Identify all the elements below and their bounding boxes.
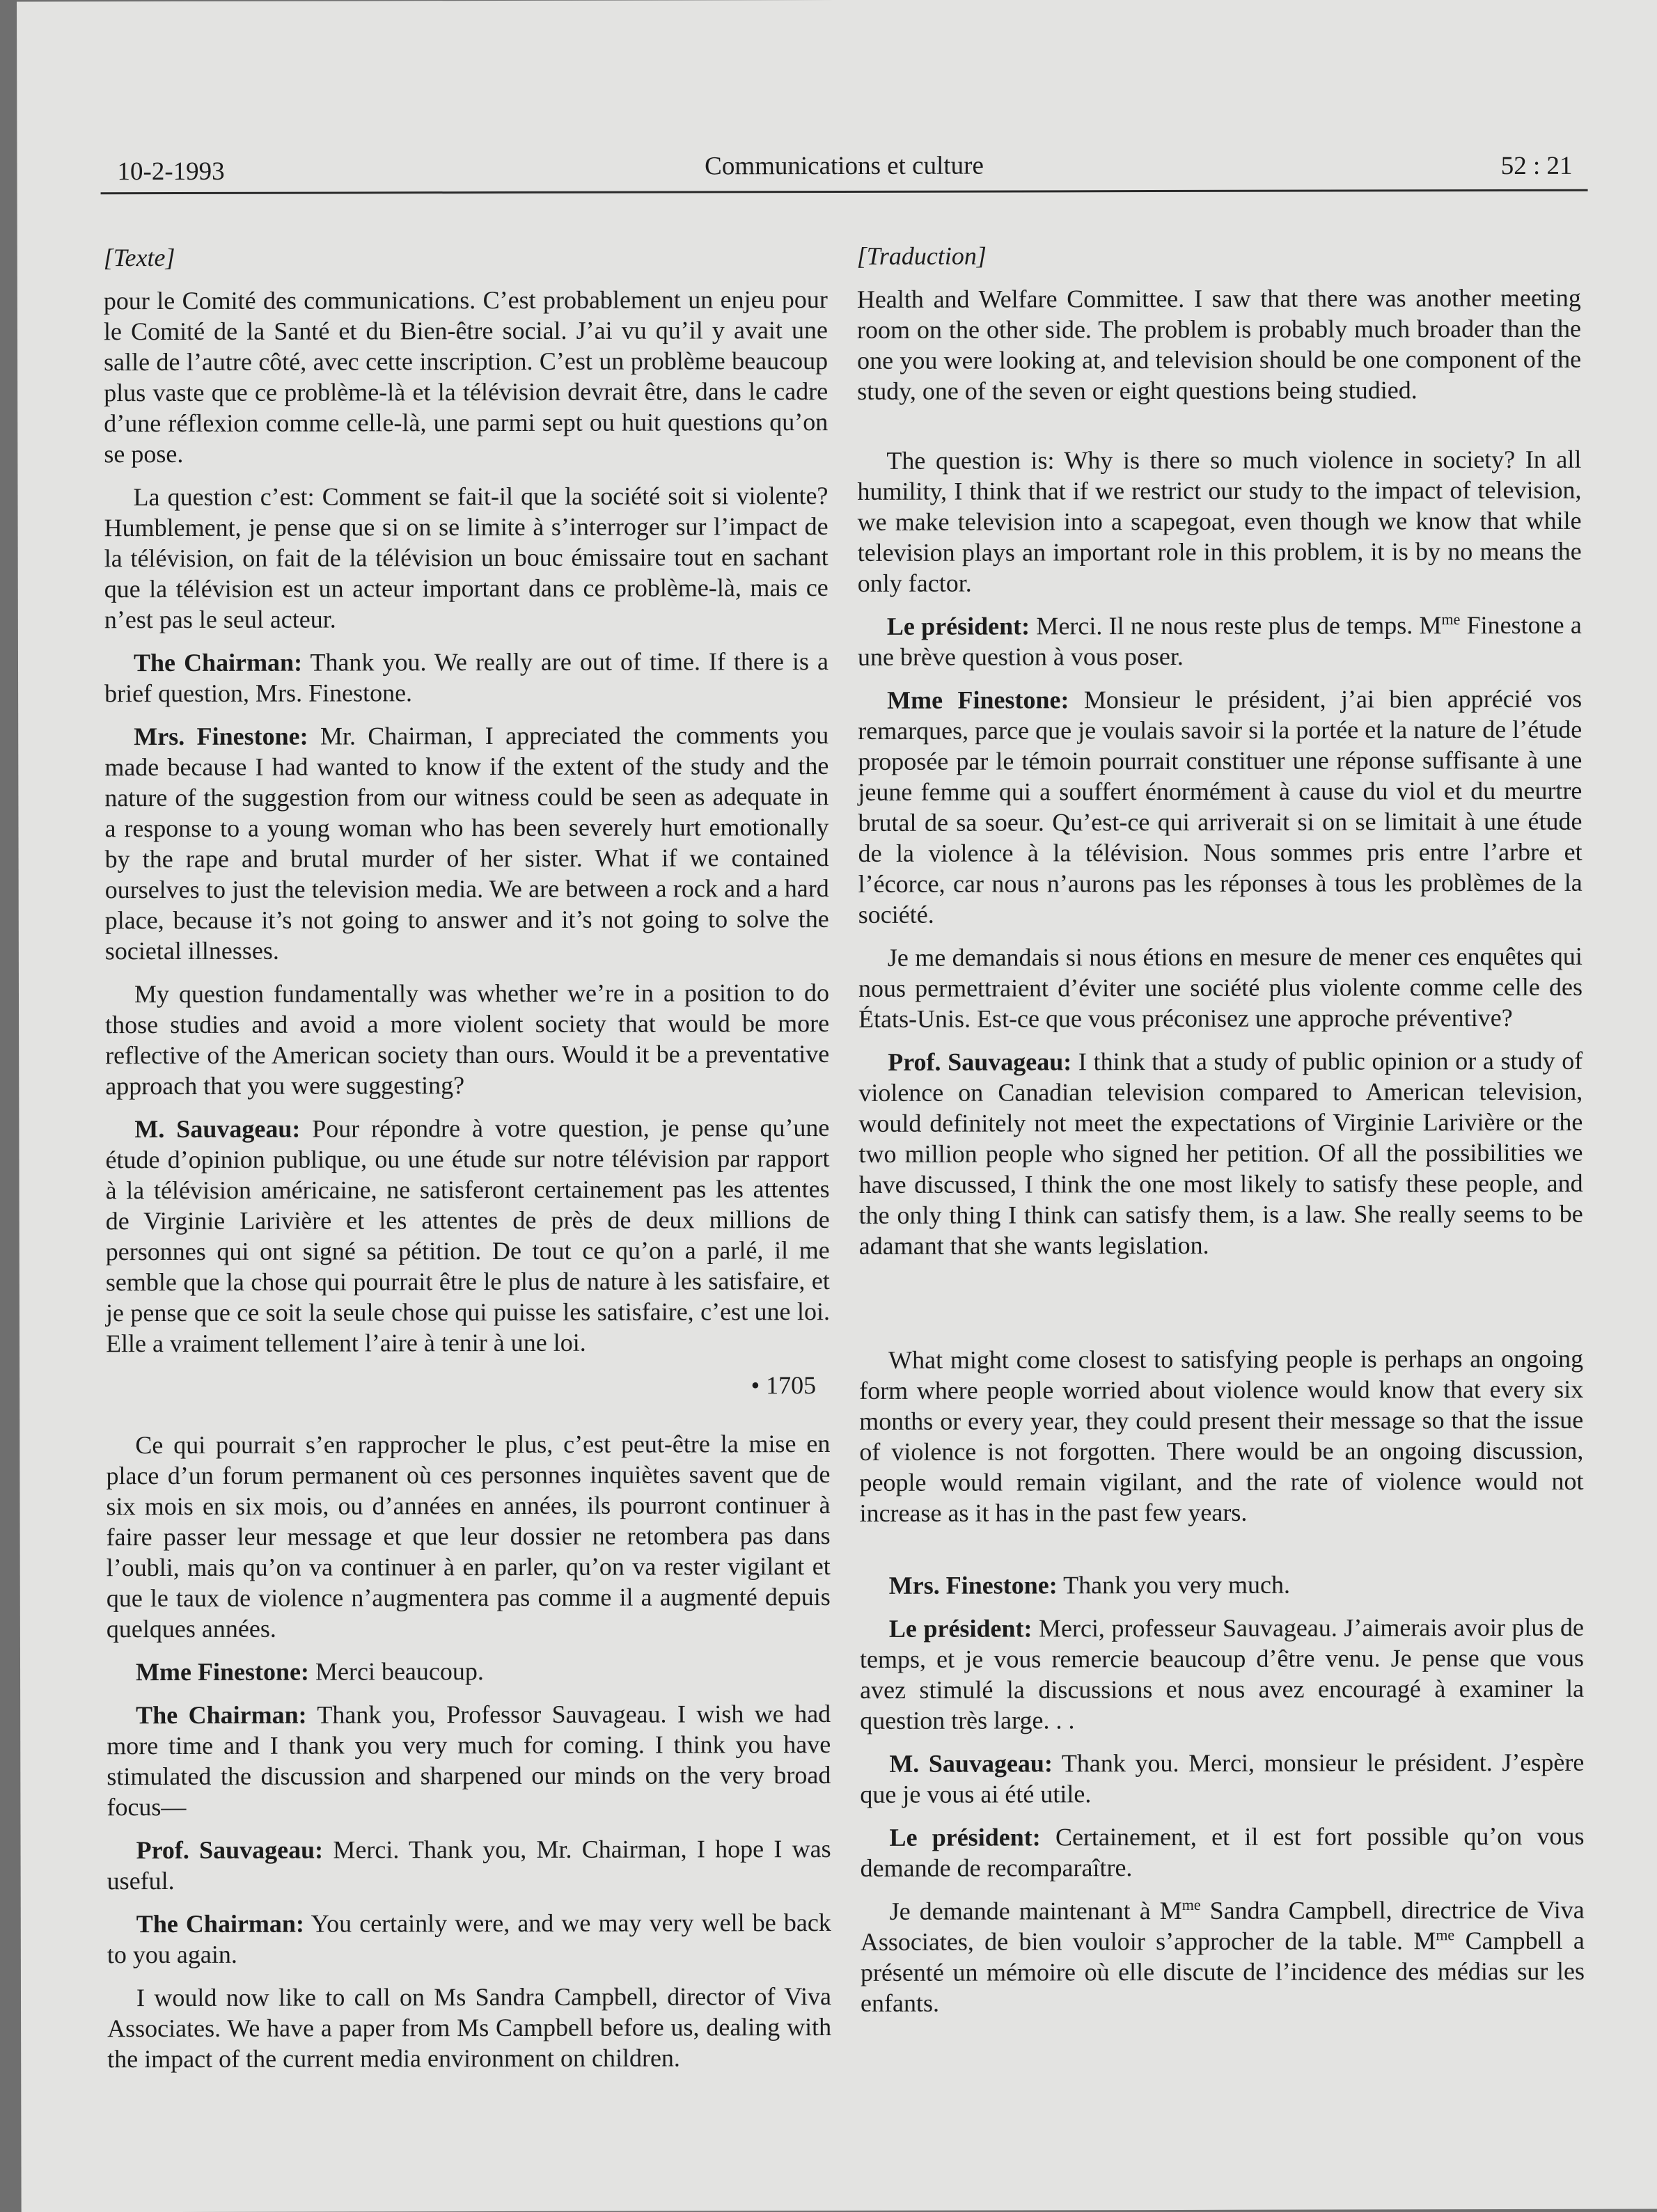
speech-text: Thank you. We really are out of time. If there is a brief question, Mrs. Finestone. <box>104 647 829 708</box>
speaker-name: M. Sauvageau: <box>134 1114 301 1144</box>
speech-text: Monsieur le président, j’ai bien apprécié vos remarques, parce que je voulais savoir si la portée et la nature de l’étude proposée par le témoin pourrait constituer une réponse suffisante à une jeune femme qui a souffert énormément à cause du viol et du meurtre brutal de sa soeur. Qu’est-ce qui arriverait si on se limitait à une étude de la violence à la télévision. Nous sommes pris entre l’arbre et l’écorce, car nous n’aurons pas les réponses à tous les problèmes de la société. <box>858 684 1583 929</box>
paragraph <box>107 1907 831 1970</box>
paragraph <box>858 610 1582 672</box>
superscript: me <box>1436 1926 1455 1944</box>
left-column-original-text <box>104 241 832 2087</box>
speaker-name: Mrs. Finestone: <box>888 1571 1058 1599</box>
header-title: Communications et culture <box>705 151 984 181</box>
speech-text: Finestone a une brève question à vous poser. <box>857 610 1582 671</box>
speech-text: Pour répondre à votre question, je pense qu’une étude d’opinion publique, ou une étude sur notre télévision par rapport à la télévision américaine, ne satisferont certainement pas les attentes de Virginie Larivière et les attentes de près de deux millions de personnes qui ont signé sa pétition. De tout ce qu’on a parlé, il me semble que la chose qui pourrait être le plus de nature à les satisfaire, et je pense que ce soit la seule chose qui puisse les satisfaire, c’est une loi. Elle a vraiment tellement l’aire à tenir à une loi. <box>105 1114 830 1358</box>
speaker-name: Prof. Sauvageau: <box>888 1048 1072 1076</box>
speech-text: Mr. Chairman, I appreciated the comments you made because I had wanted to know if the extent of the study and the nature of the suggestion from our witness could be seen as adequate in a response to a young woman who has been severely hurt emotionally by the rape and brutal murder of her sister. What if we contained ourselves to just the television media. We are between a rock and a hard place, because it’s not going to answer and it’s not going to solve the societal illnesses. <box>104 721 829 965</box>
superscript: me <box>1181 1895 1201 1913</box>
paragraph <box>860 1612 1584 1736</box>
paragraph <box>107 1655 831 1687</box>
speech-text: Je demande maintenant à M <box>889 1896 1182 1925</box>
speaker-name: Le président: <box>889 1823 1041 1851</box>
paragraph: Ce qui pourrait s’en rapprocher le plus, c’est peut-être la mise en place d’un forum permanent où ces personnes inquiètes savent que de six mois en six mois, ou d’années en années, ils pourront continuer à faire passer leur message et que leur dossier ne retombera pas dans l’oubli, mais qu’on va continuer à en parler, qu’on va rester vigilant et que le taux de violence n’augmentera pas comme il a augmenté depuis quelques années. <box>106 1430 831 1643</box>
speech-text: Thank you, Professor Sauvageau. I wish we had more time and I thank you very much for coming. I think you have stimulated the discussion and sharpened our minds on the very broad focus— <box>107 1700 831 1822</box>
speaker-name: Le président: <box>888 1614 1032 1643</box>
speaker-name: The Chairman: <box>136 1700 307 1730</box>
speaker-name: Mrs. Finestone: <box>134 722 308 751</box>
running-header <box>100 145 1587 194</box>
section-tag: [Texte] <box>103 243 175 272</box>
paragraph <box>107 1833 831 1896</box>
speaker-name: The Chairman: <box>133 648 303 677</box>
speech-text: I think that a study of public opinion or a study of violence on Canadian television compared to American television, would definitely not meet the expectations of Virginie Larivière or the two million people who signed her petition. Of all the possibilities we have discussed, I think the one most likely to satisfy these people, and the only thing I think can satisfy them, is a law. She really seems to be adamant that she wants legislation. <box>858 1046 1583 1260</box>
paragraph: pour le Comité des communications. C’est probablement un enjeu pour le Comité de la Santé et du Bien-être social. J’ai vu qu’il y avait une salle de l’autre côté, avec cette inscription. C’est un problème beaucoup plus vaste que ce problème-là et la télévision devrait être, dans le cadre d’une réflexion comme celle-là, une parmi sept ou huit questions qu’on se pose. <box>103 285 828 468</box>
speech-text: Sandra Campbell, directrice de Viva Associates, de bien vouloir s’approcher de la table. M <box>860 1895 1585 1956</box>
paragraph: Health and Welfare Committee. I saw that there was another meeting room on the other side. The problem is probably much broader than the one you were looking at, and television should be one component of the study, one of the seven or eight questions being studied. <box>856 283 1582 405</box>
speaker-name: The Chairman: <box>136 1909 304 1938</box>
speech-text: Merci. Thank you, Mr. Chairman, I hope I was useful. <box>107 1835 831 1895</box>
paragraph: My question fundamentally was whether we’re in a position to do those studies and avoid a more violent society that would be more reflective of the American society than ours. Would it be a preventative approach that you were suggesting? <box>105 979 830 1100</box>
paragraph <box>105 1112 830 1359</box>
speaker-name: Le président: <box>886 612 1030 640</box>
speaker-name: Prof. Sauvageau: <box>136 1835 324 1865</box>
paragraph <box>858 1045 1583 1261</box>
speech-text: Merci beaucoup. <box>308 1657 484 1686</box>
speech-text: Merci. Il ne nous reste plus de temps. M <box>1030 611 1442 640</box>
header-page-number: 52 : 21 <box>1500 151 1573 181</box>
header-date: 10-2-1993 <box>117 157 225 187</box>
speech-text: Campbell a présenté un mémoire où elle discute de l’incidence des médias sur les enfants. <box>860 1926 1585 2017</box>
paragraph <box>104 646 828 709</box>
paragraph: Je me demandais si nous étions en mesure de mener ces enquêtes qui nous permettraient d’éviter une société plus violente comme celle des États-Unis. Est-ce que vous préconisez une approche préventive? <box>858 942 1583 1033</box>
paragraph <box>860 1569 1584 1601</box>
paragraph: What might come closest to satisfying people is perhaps an ongoing form where people worried about violence would know that every six months or every year, they could present their message so that the issue of violence is not forgotten. There would be an ongoing discussion, people would remain vigilant, and the rate of violence would not increase as it has in the past few years. <box>859 1344 1584 1527</box>
paragraph: The question is: Why is there so much violence in society? In all humility, I think that if we restrict our study to the impact of television, we make television into a scapegoat, even though we know that while television plays an important role in this problem, it is by no means the only factor. <box>857 445 1582 597</box>
paragraph <box>107 1698 831 1822</box>
speech-text: Certainement, et il est fort possible qu’on vous demande de recomparaître. <box>860 1822 1585 1882</box>
speaker-name: Mme Finestone: <box>135 1657 310 1686</box>
paragraph <box>861 1895 1585 2019</box>
speech-text: Merci, professeur Sauvageau. J’aimerais avoir plus de temps, et je vous remercie beaucoup d’être venu. Je pense que vous avez stimulé la discussions et nous avez encouragé à examiner la question très large. . . <box>859 1613 1585 1735</box>
paragraph: La question c’est: Comment se fait-il que la société soit si violente? Humblement, je pense que si on se limite à s’interroger sur l’impact de la télévision, on fait de la télévision un bouc émissaire tout en sachant que la télévision est un acteur important dans ce problème-là, mais ce n’est pas le seul acteur. <box>104 482 828 634</box>
document-page <box>17 0 1657 2212</box>
speaker-name: Mme Finestone: <box>887 686 1069 714</box>
time-marker: • 1705 <box>751 1371 817 1400</box>
speaker-name: M. Sauvageau: <box>889 1749 1053 1778</box>
section-tag: [Traduction] <box>856 242 987 270</box>
paragraph <box>860 1747 1584 1810</box>
speech-text: Thank you very much. <box>1057 1570 1291 1599</box>
right-column-translation <box>857 239 1585 2031</box>
paragraph <box>858 684 1583 930</box>
speech-text: You certainly were, and we may very well be back to you again. <box>107 1909 831 1969</box>
speech-text: Thank you. Merci, monsieur le président. J’espère que je vous ai été utile. <box>860 1748 1585 1808</box>
paragraph <box>860 1821 1584 1883</box>
superscript: me <box>1441 610 1461 629</box>
paragraph: I would now like to call on Ms Sandra Campbell, director of Viva Associates. We have a paper from Ms Campbell before us, dealing with the impact of the current media environment on children. <box>107 1982 832 2073</box>
paragraph <box>104 720 829 966</box>
